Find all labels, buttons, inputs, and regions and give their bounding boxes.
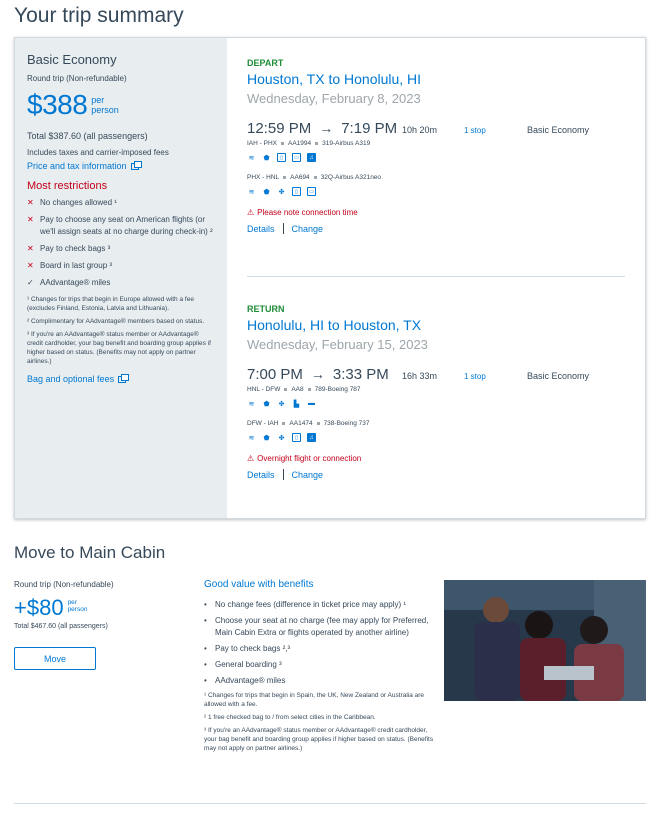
trip-type: Round trip (Non-refundable) <box>27 74 127 83</box>
stops-link[interactable]: 1 stop <box>464 126 486 135</box>
benefit-item: • General boarding ³ <box>204 660 282 669</box>
benefit-item: • Choose your seat at no charge (fee may apply for Preferred, Main Cabin Extra or flights operated by another airline) <box>204 616 429 637</box>
move-button[interactable]: Move <box>14 647 96 670</box>
power-icon: ▯ <box>277 153 286 162</box>
wifi-icon: ≋ <box>248 188 255 196</box>
price-tax-link[interactable]: Price and tax information <box>27 161 215 171</box>
depart-time-row <box>247 120 625 137</box>
external-link-icon <box>118 376 126 383</box>
divider <box>14 803 646 804</box>
fare-price: $388 <box>27 89 88 120</box>
benefits-list <box>204 599 434 687</box>
per-person-label: per person <box>67 599 88 613</box>
wifi-icon: ≋ <box>248 154 255 162</box>
restrictions-list <box>27 197 215 289</box>
restrictions-title: Most restrictions <box>27 180 108 192</box>
overnight-warning: ⚠ Overnight flight or connection <box>247 454 362 463</box>
x-icon: ✕ <box>27 215 34 224</box>
return-time-row <box>247 366 625 383</box>
footnote: ³ If you're an AAdvantage® status member or AAdvantage® credit cardholder, your bag benefit and boarding group applies if higher based on status. (Benefits may not apply on partner airlines.) <box>27 331 211 365</box>
food-icon: ✤ <box>278 434 285 442</box>
benefits-title: Good value with benefits <box>204 579 314 590</box>
details-link[interactable]: Details <box>247 223 275 234</box>
warning-icon: ⚠ <box>247 454 255 463</box>
bag-fees-link[interactable]: Bag and optional fees <box>27 374 215 384</box>
itinerary-panel <box>227 38 645 518</box>
leg-info: IAH - PHX AA1994 319-Airbus A319 <box>247 140 371 147</box>
taxes-note: Includes taxes and carrier-imposed fees <box>27 148 169 157</box>
depart-actions <box>247 223 625 234</box>
restriction-item: ✕ Board in last group ³ <box>27 261 113 270</box>
seat-icon: ▙ <box>293 400 300 408</box>
footnotes <box>27 295 215 366</box>
benefit-item: • No change fees (difference in ticket price may apply) ¹ <box>204 600 407 609</box>
arrow-right-icon: → <box>319 120 334 136</box>
shield-icon: ⬟ <box>263 400 270 408</box>
depart-segment <box>247 58 625 234</box>
return-date: Wednesday, February 15, 2023 <box>247 337 428 352</box>
arrow-right-icon: → <box>310 366 325 382</box>
return-segment <box>247 304 625 480</box>
x-icon: ✕ <box>27 261 34 270</box>
depart-label: DEPART <box>247 58 284 68</box>
leg-info: HNL - DFW AA8 789-Boeing 787 <box>247 386 361 393</box>
per-person-label: per person <box>91 95 119 115</box>
return-actions <box>247 469 625 480</box>
footnote: ¹ Changes for trips that begin in Spain, the UK, New Zealand or Australia are allowed with a fee. <box>204 692 425 708</box>
duration: 16h 33m <box>402 371 438 381</box>
trip-summary-card <box>14 37 646 519</box>
upsell-trip-type: Round trip (Non-refundable) <box>14 580 114 589</box>
wifi-icon: ≋ <box>248 400 255 408</box>
cabin-class: Basic Economy <box>527 125 590 135</box>
power-icon: ▯ <box>292 187 301 196</box>
check-icon: ✓ <box>27 278 34 287</box>
upsell-total: Total $467.60 (all passengers) <box>14 623 108 630</box>
depart-route: Houston, TX to Honolulu, HI <box>247 71 422 87</box>
food-icon: ✤ <box>278 188 285 196</box>
change-link[interactable]: Change <box>291 223 324 234</box>
shield-icon: ⬟ <box>263 154 270 162</box>
details-link[interactable]: Details <box>247 469 275 480</box>
upsell-title: Move to Main Cabin <box>14 543 166 562</box>
return-label: RETURN <box>247 304 285 314</box>
upsell-price: +$80 <box>14 595 64 620</box>
departure-time: 7:00 PM <box>247 366 303 383</box>
flat-bed-icon: ▬ <box>308 400 315 407</box>
app-icon: ♫ <box>307 433 316 442</box>
upsell-price-panel <box>14 580 194 670</box>
upsell-footnotes <box>204 691 434 753</box>
fare-summary-panel <box>15 38 227 518</box>
shield-icon: ⬟ <box>263 188 270 196</box>
power-icon: ▯ <box>292 433 301 442</box>
leg-info: DFW - IAH AA1474 738-Boeing 737 <box>247 420 370 427</box>
amenities-row <box>247 187 625 196</box>
x-icon: ✕ <box>27 198 34 207</box>
tv-icon: ▭ <box>307 187 316 196</box>
app-icon: ♫ <box>307 153 316 162</box>
restriction-item: ✕ No changes allowed ¹ <box>27 198 117 207</box>
fare-name: Basic Economy <box>27 52 117 67</box>
connection-warning: ⚠ Please note connection time <box>247 208 358 217</box>
amenities-row <box>247 433 625 442</box>
footnote: ³ If you're an AAdvantage® status member or AAdvantage® credit cardholder, your bag benefit and boarding group applies if higher based on status. (Benefits may not apply on partner airlines.) <box>204 727 434 752</box>
arrival-time: 7:19 PM <box>341 120 398 137</box>
stops-link[interactable]: 1 stop <box>464 372 486 381</box>
footnote: ¹ Changes for trips that begin in Europe allowed with a fee (excludes Finland, Estonia, Latvia and Lithuania). <box>27 296 194 312</box>
restriction-item: ✕ Pay to check bags ³ <box>27 244 111 253</box>
return-route: Honolulu, HI to Houston, TX <box>247 317 422 333</box>
amenities-row <box>247 399 625 408</box>
benefit-item: • Pay to check bags ²,³ <box>204 644 291 653</box>
restriction-item: ✕ Pay to choose any seat on American flights (or we'll assign seats at no charge during check-in) ² <box>27 215 213 236</box>
footnote: ² Complimentary for AAdvantage® members based on status. <box>27 318 205 325</box>
arrival-time: 3:33 PM <box>332 366 389 383</box>
tv-icon: ▭ <box>292 153 301 162</box>
leg-info: PHX - HNL AA694 32Q-Airbus A321neo <box>247 174 382 181</box>
change-link[interactable]: Change <box>291 469 324 480</box>
cabin-passengers-image <box>444 580 646 701</box>
amenities-row <box>247 153 625 162</box>
divider <box>247 276 625 277</box>
departure-time: 12:59 PM <box>247 120 312 137</box>
page-title: Your trip summary <box>14 4 184 27</box>
upsell-benefits <box>204 579 434 753</box>
footnote: ² 1 free checked bag to / from select cities in the Caribbean. <box>204 714 376 721</box>
cabin-class: Basic Economy <box>527 371 590 381</box>
benefit-item: • AAdvantage® miles <box>204 676 286 685</box>
depart-date: Wednesday, February 8, 2023 <box>247 91 421 106</box>
x-icon: ✕ <box>27 244 34 253</box>
shield-icon: ⬟ <box>263 434 270 442</box>
wifi-icon: ≋ <box>248 434 255 442</box>
duration: 10h 20m <box>402 125 438 135</box>
external-link-icon <box>131 163 139 170</box>
price-row <box>27 89 215 121</box>
restriction-item: ✓ AAdvantage® miles <box>27 278 111 287</box>
total-price: Total $387.60 (all passengers) <box>27 131 148 141</box>
warning-icon: ⚠ <box>247 208 255 217</box>
food-icon: ✤ <box>278 400 285 408</box>
main-cabin-photo <box>444 580 646 701</box>
